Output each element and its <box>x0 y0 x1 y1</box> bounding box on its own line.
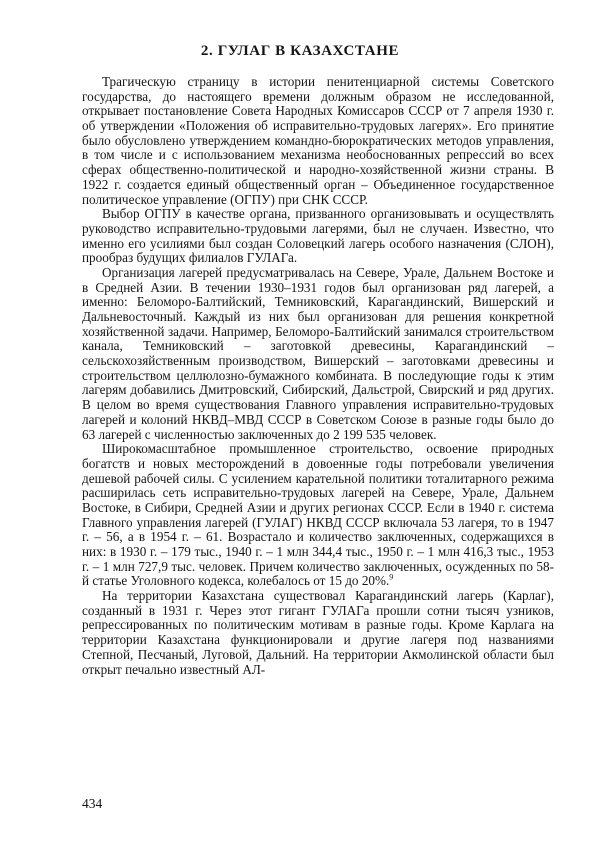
paragraph-5: На территории Казахстана существовал Карагандинский лагерь (Карлаг), созданный в 1931 г. Через этот гигант ГУЛАГа прошли сотни тысяч узников, репрессированных по политическим мотивам в разные годы. Кроме Карлага на территории Казахстана функционировали и другие лагеря под названиями Степной, Песчаный, Луговой, Дальний. На территории Акмолинской области был открыт печально известный АЛ- <box>82 588 554 677</box>
page-number: 434 <box>82 796 103 811</box>
footnote-reference: 9 <box>389 572 394 582</box>
body-text <box>82 75 554 677</box>
paragraph-2: Выбор ОГПУ в качестве органа, призванного организовывать и осуществлять руководство исправительно-трудовыми лагерями, был не случаен. Известно, что именно его усилиями был создан Соловецкий лагерь особого назначения (СЛОН), прообраз будущих филиалов ГУЛАГа. <box>82 206 554 266</box>
paragraph-4-text: Широкомасштабное промышленное строительство, освоение природных богатств и новых месторождений в довоенные годы потребовали увеличения дешевой рабочей силы. С усилением карательной политики тоталитарного режима расширилась сеть исправительно-трудовых лагерей на Севере, Урале, Дальнем Востоке, в Сибири, Средней Азии и других регионах СССР. Если в 1940 г. система Главного управления лагерей (ГУЛАГ) НКВД СССР включала 53 лагеря, то в 1947 г. – 56, а в 1954 г. – 61. Возрастало и количество заключенных, содержащихся в них: в 1930 г. – 179 тыс., 1940 г. – 1 млн 344,4 тыс., 1950 г. – 1 млн 416,3 тыс., 1953 г. – 1 млн 727,9 тыс. человек. Причем количество заключенных, осужденных по 58-й статье Уголовного кодекса, колебалось от 15 до 20%. <box>82 441 554 589</box>
paragraph-1: Трагическую страницу в истории пенитенциарной системы Советского государства, до настоящего времени должным образом не исследованной, открывает постановление Совета Народных Комиссаров СССР от 7 апреля 1930 г. об утверждении «Положения об исправительно-трудовых лагерях». Его принятие было обусловлено утверждением командно-бюрократических методов управления, в том числе и с использованием механизма необоснованных репрессий во всех сферах общественно-политической и народно-хозяйственной жизни страны. В 1922 г. создается единый общественный орган – Объединенное государственное политическое управление (ОГПУ) при СНК СССР. <box>82 74 554 207</box>
section-heading: 2. ГУЛАГ В КАЗАХСТАНЕ <box>200 43 400 59</box>
paragraph-4 <box>82 442 554 589</box>
paragraph-3: Организация лагерей предусматривалась на Севере, Урале, Дальнем Востоке и в Средней Азии. В течении 1930–1931 годов был организован ряд лагерей, а именно: Беломоро-Балтийский, Темниковский, Карагандинский, Вишерский и Дальневосточный. Каждый из них был организован для решения конкретной хозяйственной задачи. Например, Беломоро-Балтийский занимался строительством канала, Темниковский – заготовкой древесины, Карагандинский – сельскохозяйственным производством, Вишерский – заготовками древесины и строительством целлюлозно-бумажного комбината. В последующие годы к этим лагерям добавились Дмитровский, Сибирский, Дальстрой, Свирский и ряд других. В целом во время существования Главного управления исправительно-трудовых лагерей и колоний НКВД–МВД СССР в Советском Союзе в разные годы было до 63 лагерей с численностью заключенных до 2 199 535 человек. <box>82 264 554 442</box>
